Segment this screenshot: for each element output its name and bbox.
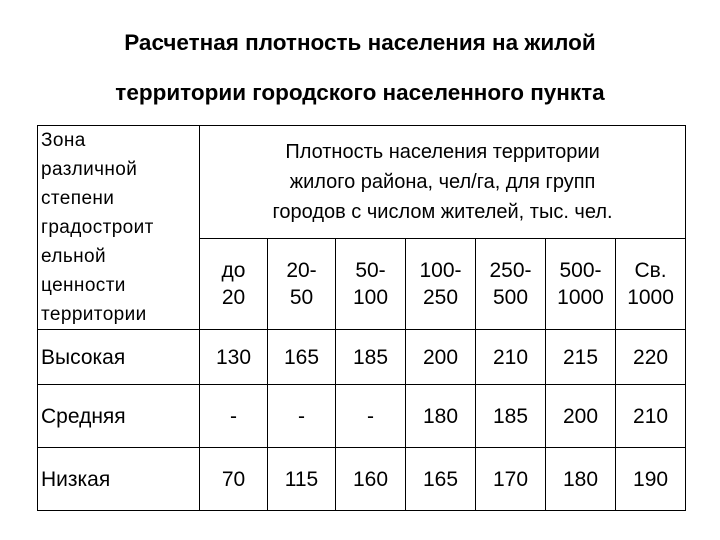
table-cell: 185 <box>336 330 406 385</box>
group-header <box>546 239 616 330</box>
zone-header-line: территории <box>41 304 147 325</box>
table-cell: 160 <box>336 448 406 511</box>
title-line-2: территории городского населенного пункта <box>115 80 605 105</box>
density-header-line: Плотность населения территории <box>285 141 600 164</box>
table-cell: 130 <box>200 330 268 385</box>
group-line: 20- <box>286 259 317 283</box>
title-line-1: Расчетная плотность населения на жилой <box>124 30 596 55</box>
group-line: 500 <box>492 286 529 310</box>
table-cell: - <box>268 385 336 448</box>
group-line: 100- <box>419 259 462 283</box>
group-line: до <box>221 259 246 283</box>
zone-header-line: степени <box>41 188 115 209</box>
group-line: 20 <box>221 286 246 310</box>
table-cell: 215 <box>546 330 616 385</box>
group-line: 1000 <box>627 286 674 310</box>
table-cell: 115 <box>268 448 336 511</box>
group-header <box>476 239 546 330</box>
table-row <box>38 448 686 511</box>
zone-header-line: градостроит <box>41 217 154 238</box>
group-header <box>268 239 336 330</box>
table-cell: - <box>200 385 268 448</box>
group-line: 250- <box>489 259 532 283</box>
density-header-line: городов с числом жителей, тыс. чел. <box>272 201 613 224</box>
header-row-1 <box>38 126 686 239</box>
table-row <box>38 385 686 448</box>
table-cell: 165 <box>268 330 336 385</box>
zone-header-line: ельной <box>41 246 106 267</box>
row-label: Средняя <box>38 385 200 448</box>
density-header <box>200 126 686 239</box>
row-label: Высокая <box>38 330 200 385</box>
table-cell: 220 <box>616 330 686 385</box>
group-line: 50 <box>289 286 314 310</box>
table-row <box>38 330 686 385</box>
group-line: 50- <box>355 259 386 283</box>
table-cell: 185 <box>476 385 546 448</box>
table-cell: 180 <box>406 385 476 448</box>
zone-header <box>38 126 200 330</box>
table-cell: 200 <box>406 330 476 385</box>
group-line: Св. <box>634 259 667 283</box>
table-cell: 190 <box>616 448 686 511</box>
group-header <box>616 239 686 330</box>
group-line: 100 <box>352 286 389 310</box>
group-line: 1000 <box>557 286 604 310</box>
page-title <box>0 18 720 118</box>
table-cell: 180 <box>546 448 616 511</box>
group-line: 250 <box>422 286 459 310</box>
table-cell: 210 <box>476 330 546 385</box>
density-header-line: жилого района, чел/га, для групп <box>289 171 596 194</box>
row-label: Низкая <box>38 448 200 511</box>
group-header <box>336 239 406 330</box>
table-cell: 170 <box>476 448 546 511</box>
table-cell: 200 <box>546 385 616 448</box>
density-table <box>37 125 686 511</box>
group-header <box>200 239 268 330</box>
group-line: 500- <box>559 259 602 283</box>
table-cell: 70 <box>200 448 268 511</box>
table-cell: 165 <box>406 448 476 511</box>
zone-header-line: ценности <box>41 275 126 296</box>
table-cell: - <box>336 385 406 448</box>
table-cell: 210 <box>616 385 686 448</box>
zone-header-line: различной <box>41 159 138 180</box>
group-header <box>406 239 476 330</box>
zone-header-line: Зона <box>41 130 86 151</box>
